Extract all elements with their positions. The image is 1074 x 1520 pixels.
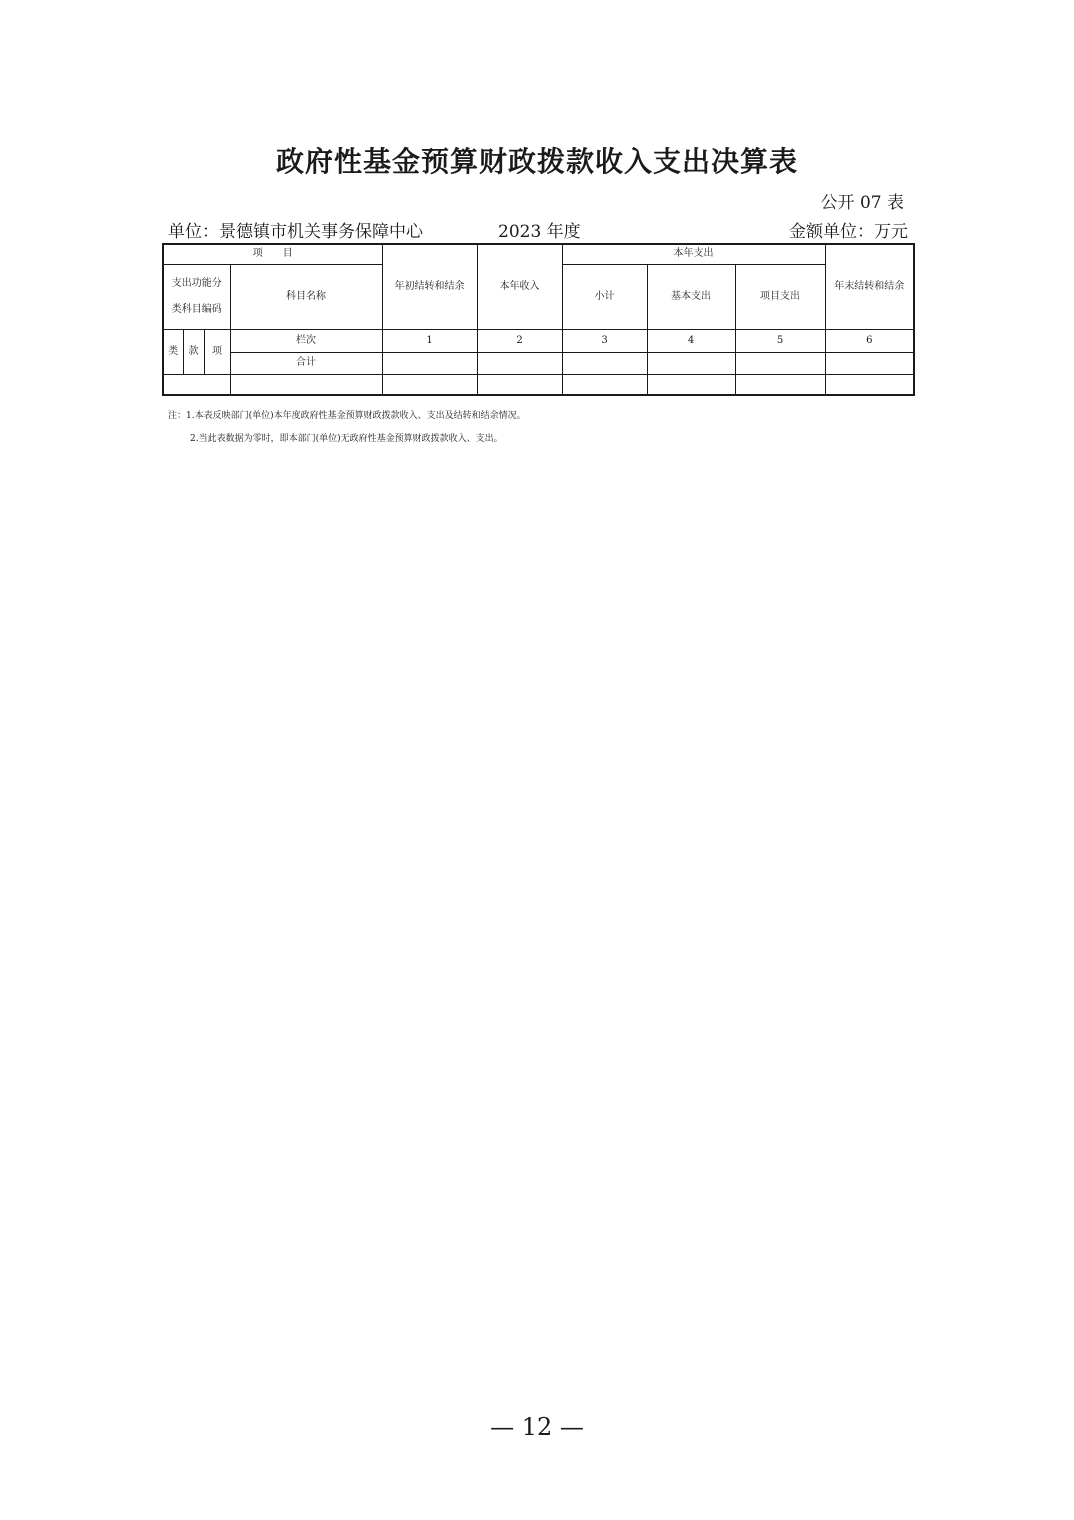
column-number: 6 (825, 329, 914, 352)
document-title: 政府性基金预算财政拨款收入支出决算表 (275, 145, 798, 178)
column-number: 3 (562, 329, 647, 352)
empty-cell (825, 374, 914, 395)
header-func-code-line1: 支出功能分 (171, 277, 222, 289)
amount-unit-label: 金额单位：万元 (789, 222, 908, 242)
header-project-expense: 项目支出 (735, 264, 825, 329)
header-item: 项 目 (163, 244, 382, 264)
header-func-code (163, 264, 230, 329)
header-cat-section: 款 (183, 329, 204, 374)
column-row-label: 栏次 (230, 329, 382, 352)
total-cell (562, 352, 647, 374)
column-number: 4 (647, 329, 735, 352)
empty-cell (477, 374, 562, 395)
header-subject-name: 科目名称 (230, 264, 382, 329)
total-row-label: 合计 (230, 352, 382, 374)
unit-line (168, 217, 908, 241)
header-current-income: 本年收入 (477, 244, 562, 329)
column-number: 5 (735, 329, 825, 352)
unit-label: 单位：景德镇市机关事务保障中心 (168, 222, 423, 242)
header-cat-class: 类 (163, 329, 183, 374)
page-number: — 12 — (490, 1413, 584, 1441)
notes (168, 405, 908, 451)
column-number: 1 (382, 329, 477, 352)
column-number: 2 (477, 329, 562, 352)
note-2: 2.当此表数据为零时，即本部门(单位)无政府性基金预算财政拨款收入、支出。 (190, 434, 503, 444)
form-number: 公开 07 表 (820, 193, 904, 213)
header-func-code-line2: 类科目编码 (171, 303, 222, 315)
header-subtotal: 小计 (562, 264, 647, 329)
header-end-balance: 年末结转和结余 (825, 244, 914, 329)
year-label: 2023 年度 (498, 222, 581, 242)
total-cell (825, 352, 914, 374)
total-cell (382, 352, 477, 374)
total-cell (735, 352, 825, 374)
empty-cell (382, 374, 477, 395)
header-begin-balance: 年初结转和结余 (382, 244, 477, 329)
header-cat-item: 项 (204, 329, 230, 374)
empty-cell (647, 374, 735, 395)
budget-table (162, 243, 915, 396)
total-cell (477, 352, 562, 374)
total-cell (647, 352, 735, 374)
empty-cell (163, 374, 230, 395)
empty-cell (562, 374, 647, 395)
header-current-expense: 本年支出 (562, 244, 825, 264)
empty-cell (735, 374, 825, 395)
header-basic-expense: 基本支出 (647, 264, 735, 329)
note-1: 注：1.本表反映部门(单位)本年度政府性基金预算财政拨款收入、支出及结转和结余情况。 (168, 411, 526, 421)
empty-cell (230, 374, 382, 395)
